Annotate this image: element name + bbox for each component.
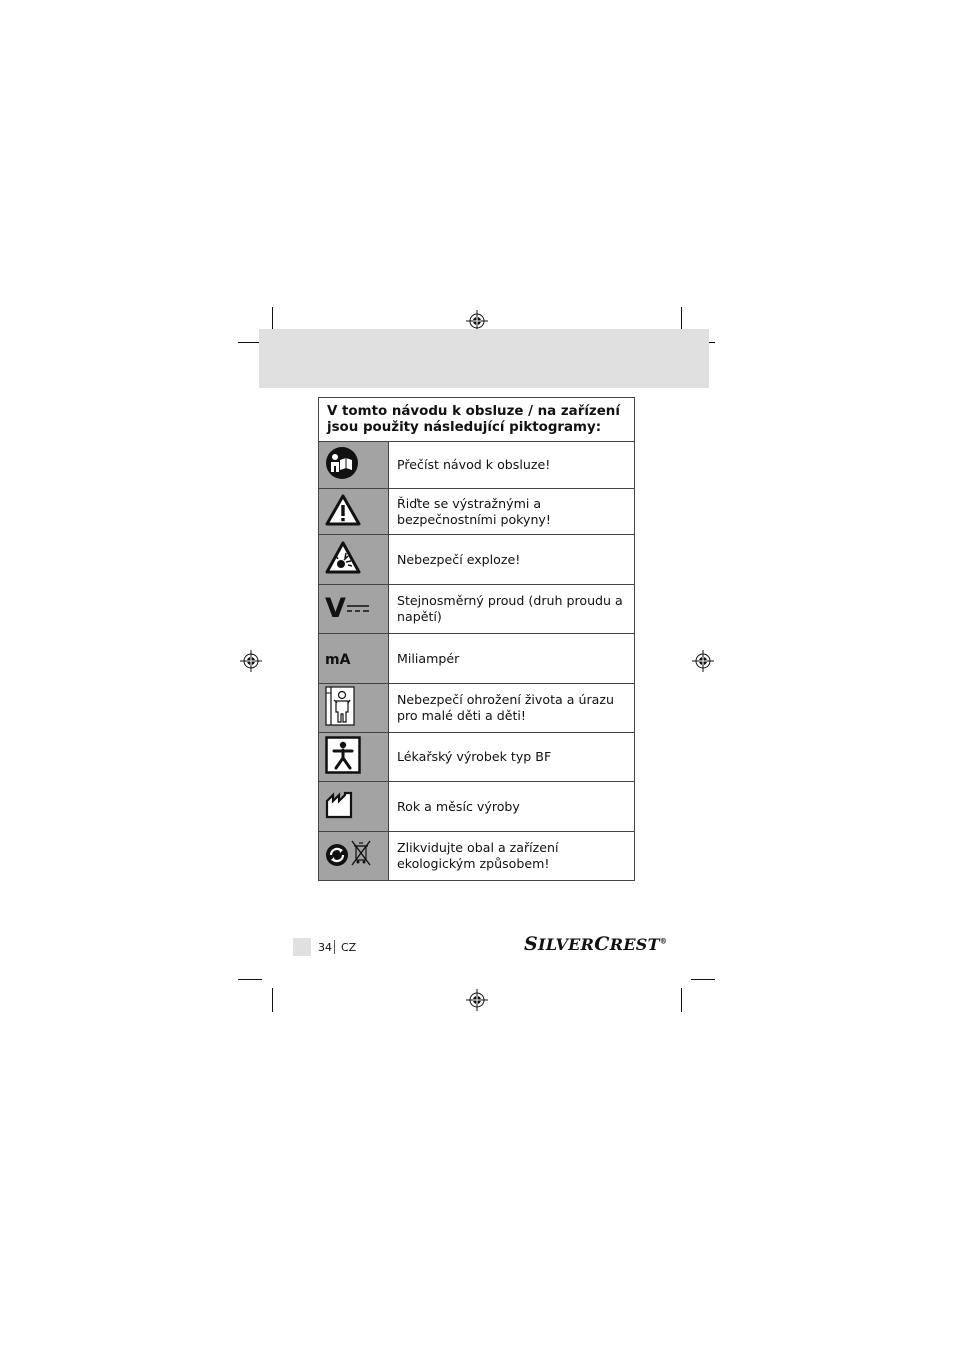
page-number: 34 bbox=[318, 941, 332, 954]
table-row bbox=[319, 684, 635, 733]
row-text: Nebezpečí ohrožení života a úrazu pro malé děti a děti! bbox=[389, 684, 635, 733]
crop-mark bbox=[272, 307, 273, 331]
row-text: Přečíst návod k obsluze! bbox=[389, 442, 635, 489]
direct-current-icon bbox=[325, 592, 373, 622]
row-text: Miliampér bbox=[389, 634, 635, 684]
table-row bbox=[319, 634, 635, 684]
table-row bbox=[319, 585, 635, 634]
brand-text: REST bbox=[609, 935, 660, 954]
milliampere-symbol: mA bbox=[325, 652, 351, 668]
brand-text: S bbox=[524, 933, 539, 955]
row-text: Nebezpečí exploze! bbox=[389, 535, 635, 585]
child-hazard-icon bbox=[325, 686, 355, 726]
table-heading: V tomto návodu k obsluze / na zařízení jsou použity následující piktogramy: bbox=[319, 398, 635, 442]
crop-mark bbox=[238, 979, 262, 980]
registration-mark-icon bbox=[692, 650, 714, 672]
table-row bbox=[319, 733, 635, 782]
footer-divider bbox=[334, 940, 335, 954]
registered-mark: ® bbox=[659, 936, 668, 946]
brand-text: ILVER bbox=[538, 935, 595, 954]
brand-logo bbox=[524, 933, 668, 957]
voltage-symbol: V bbox=[325, 593, 346, 622]
table-row bbox=[319, 489, 635, 535]
header-band bbox=[259, 329, 709, 388]
brand-text: C bbox=[594, 933, 610, 955]
pictogram-table bbox=[318, 397, 635, 881]
registration-mark-icon bbox=[240, 650, 262, 672]
row-text: Lékařský výrobek typ BF bbox=[389, 733, 635, 782]
table-heading-row bbox=[319, 398, 635, 442]
explosion-hazard-icon bbox=[325, 541, 361, 575]
row-text: Zlikvidujte obal a zařízení ekologickým způsobem! bbox=[389, 832, 635, 881]
row-text: Stejnosměrný proud (druh proudu a napětí) bbox=[389, 585, 635, 634]
recycling-disposal-icon bbox=[325, 838, 375, 870]
warning-triangle-icon bbox=[325, 494, 361, 526]
read-manual-icon bbox=[325, 446, 359, 480]
row-text: Řiďte se výstražnými a bezpečnostními pokyny! bbox=[389, 489, 635, 535]
table-row bbox=[319, 782, 635, 832]
manufacture-date-icon bbox=[325, 791, 355, 819]
medical-bf-icon bbox=[325, 736, 361, 774]
table-row bbox=[319, 832, 635, 881]
crop-mark bbox=[681, 988, 682, 1012]
footer-marker bbox=[293, 938, 311, 956]
crop-mark bbox=[691, 979, 715, 980]
table-row bbox=[319, 442, 635, 489]
crop-mark bbox=[272, 988, 273, 1012]
row-text: Rok a měsíc výroby bbox=[389, 782, 635, 832]
table-row bbox=[319, 535, 635, 585]
crop-mark bbox=[681, 307, 682, 331]
registration-mark-icon bbox=[466, 989, 488, 1011]
language-code: CZ bbox=[341, 941, 357, 954]
